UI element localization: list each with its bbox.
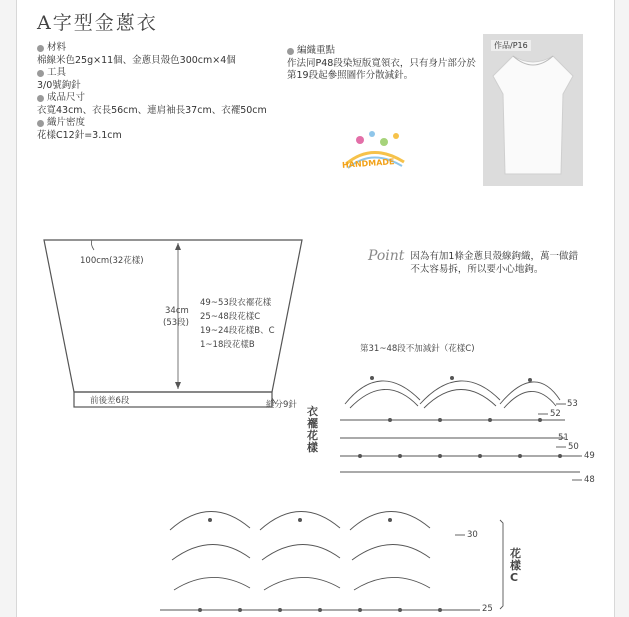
- bottom-label: 前後差6段: [90, 396, 130, 406]
- materials-text: 棉線米色25g×11個、金蔥貝殼色300cm×4個: [37, 54, 236, 66]
- rows-label-2: 25~48段花樣C: [200, 312, 261, 322]
- tools-heading: 工具: [47, 67, 67, 78]
- gauge-text: 花樣C12針=3.1cm: [37, 129, 122, 141]
- height-label: 34cm: [165, 306, 189, 316]
- tools-text: 3/0號鉤針: [37, 79, 81, 91]
- rows-label-1: 49~53段衣襬花樣: [200, 298, 272, 308]
- size-heading: 成品尺寸: [47, 92, 86, 103]
- point-label: Point: [368, 248, 405, 264]
- height-rows-label: (53段): [163, 318, 189, 328]
- gauge-heading: 織片密度: [47, 117, 86, 128]
- hem-side-label: 衣襬花樣: [307, 405, 318, 454]
- size-text: 衣寬43cm、衣長56cm、連肩袖長37cm、衣襬50cm: [37, 104, 267, 116]
- split-label: 縫分9針: [266, 400, 297, 410]
- hem-row-label: 51: [558, 433, 569, 443]
- photo-tag: 作品/P16: [491, 40, 531, 51]
- page-title: A字型金蔥衣: [37, 12, 158, 34]
- pattern-c-row-label: 25: [482, 604, 493, 614]
- pattern-c-side-label: 花樣C: [510, 547, 521, 584]
- rows-label-4: 1~18段花樣B: [200, 340, 255, 350]
- point-text: 因為有加1條金蔥貝殼線鉤織，萬一做錯不太容易拆，所以要小心地鉤。: [410, 251, 578, 275]
- logo-text: HANDMADE: [341, 157, 395, 170]
- knitting-heading: 編織重點: [297, 45, 336, 56]
- top-width-label: 100cm(32花樣): [80, 256, 144, 266]
- hem-caption: 第31~48段不加減針（花樣C): [360, 344, 475, 354]
- hem-row-label: 52: [550, 409, 561, 419]
- materials-heading: 材料: [47, 42, 67, 53]
- hem-row-label: 53: [567, 399, 578, 409]
- rows-label-3: 19~24段花樣B、C: [200, 326, 275, 336]
- hem-row-label: 48: [584, 475, 595, 485]
- hem-row-label: 50: [568, 442, 579, 452]
- hem-row-label: 49: [584, 451, 595, 461]
- pattern-c-row-label: 30: [467, 530, 478, 540]
- knitting-text: 作法同P48段染短版寬領衣，只有身片部分於第19段起參照圖作分散減針。: [287, 57, 476, 81]
